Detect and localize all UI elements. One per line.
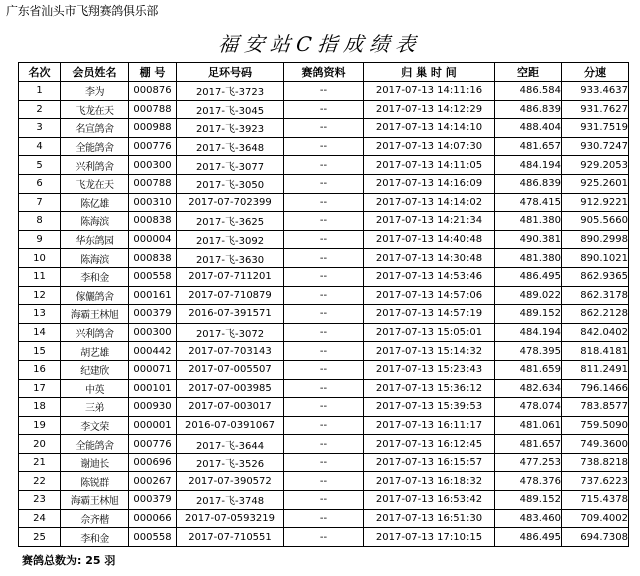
loft-number-cell: 000776 (129, 435, 177, 454)
distance-cell: 484.194 (495, 156, 562, 175)
rank-cell: 24 (19, 509, 61, 528)
loft-number-cell: 000004 (129, 230, 177, 249)
arrival-time-cell: 2017-07-13 14:14:10 (364, 119, 495, 138)
pigeon-info-cell: -- (284, 435, 364, 454)
arrival-time-cell: 2017-07-13 16:53:42 (364, 491, 495, 510)
rank-cell: 7 (19, 193, 61, 212)
arrival-time-cell: 2017-07-13 17:10:15 (364, 528, 495, 547)
ring-number-cell: 2017-飞-3045 (177, 100, 284, 119)
member-name-cell: 全能鸽舍 (61, 435, 129, 454)
pigeon-info-cell: -- (284, 491, 364, 510)
speed-cell: 890.1021 (562, 249, 629, 268)
loft-number-cell: 000379 (129, 491, 177, 510)
arrival-time-cell: 2017-07-13 14:57:19 (364, 305, 495, 324)
speed-cell: 931.7519 (562, 119, 629, 138)
ring-number-cell: 2017-飞-3077 (177, 156, 284, 175)
table-row (19, 416, 629, 435)
member-name-cell: 海霸王林旭 (61, 491, 129, 510)
loft-number-cell: 000066 (129, 509, 177, 528)
loft-number-cell: 000310 (129, 193, 177, 212)
distance-cell: 478.376 (495, 472, 562, 491)
col-header-speed: 分速 (562, 63, 629, 82)
member-name-cell: 名宣鸽舍 (61, 119, 129, 138)
rank-cell: 14 (19, 323, 61, 342)
member-name-cell: 陈亿雄 (61, 193, 129, 212)
ring-number-cell: 2017-07-710879 (177, 286, 284, 305)
distance-cell: 478.074 (495, 398, 562, 417)
table-row (19, 137, 629, 156)
arrival-time-cell: 2017-07-13 16:15:57 (364, 453, 495, 472)
loft-number-cell: 000442 (129, 342, 177, 361)
ring-number-cell: 2017-飞-3644 (177, 435, 284, 454)
distance-cell: 489.022 (495, 286, 562, 305)
pigeon-info-cell: -- (284, 267, 364, 286)
distance-cell: 488.404 (495, 119, 562, 138)
ring-number-cell: 2016-07-391571 (177, 305, 284, 324)
table-row (19, 528, 629, 547)
rank-cell: 21 (19, 453, 61, 472)
total-count: 赛鸽总数为: 25 羽 (22, 554, 116, 567)
pigeon-info-cell: -- (284, 342, 364, 361)
member-name-cell: 陈锐群 (61, 472, 129, 491)
rank-cell: 8 (19, 212, 61, 231)
speed-cell: 890.2998 (562, 230, 629, 249)
table-row (19, 305, 629, 324)
loft-number-cell: 000300 (129, 323, 177, 342)
table-row (19, 472, 629, 491)
distance-cell: 481.659 (495, 360, 562, 379)
speed-cell: 842.0402 (562, 323, 629, 342)
table-row (19, 379, 629, 398)
pigeon-info-cell: -- (284, 323, 364, 342)
pigeon-info-cell: -- (284, 119, 364, 138)
member-name-cell: 兴利鸽舍 (61, 323, 129, 342)
ring-number-cell: 2017-飞-3092 (177, 230, 284, 249)
rank-cell: 1 (19, 82, 61, 101)
rank-cell: 15 (19, 342, 61, 361)
distance-cell: 481.061 (495, 416, 562, 435)
table-row (19, 286, 629, 305)
pigeon-info-cell: -- (284, 360, 364, 379)
ring-number-cell: 2017-飞-3923 (177, 119, 284, 138)
distance-cell: 486.839 (495, 174, 562, 193)
col-header-arrival-time: 归 巢 时 间 (364, 63, 495, 82)
distance-cell: 481.657 (495, 137, 562, 156)
ring-number-cell: 2017-飞-3630 (177, 249, 284, 268)
speed-cell: 694.7308 (562, 528, 629, 547)
rank-cell: 5 (19, 156, 61, 175)
page-title: 福安站C指成绩表 (216, 32, 423, 56)
results-table (18, 62, 629, 547)
pigeon-info-cell: -- (284, 82, 364, 101)
distance-cell: 481.657 (495, 435, 562, 454)
ring-number-cell: 2016-07-0391067 (177, 416, 284, 435)
loft-number-cell: 000838 (129, 212, 177, 231)
table-row (19, 193, 629, 212)
rank-cell: 9 (19, 230, 61, 249)
arrival-time-cell: 2017-07-13 14:16:09 (364, 174, 495, 193)
distance-cell: 482.634 (495, 379, 562, 398)
pigeon-info-cell: -- (284, 156, 364, 175)
loft-number-cell: 000101 (129, 379, 177, 398)
distance-cell: 486.584 (495, 82, 562, 101)
speed-cell: 862.9365 (562, 267, 629, 286)
arrival-time-cell: 2017-07-13 15:36:12 (364, 379, 495, 398)
ring-number-cell: 2017-飞-3723 (177, 82, 284, 101)
ring-number-cell: 2017-飞-3648 (177, 137, 284, 156)
speed-cell: 783.8577 (562, 398, 629, 417)
speed-cell: 796.1466 (562, 379, 629, 398)
member-name-cell: 纪建欣 (61, 360, 129, 379)
ring-number-cell: 2017-07-710551 (177, 528, 284, 547)
loft-number-cell: 000071 (129, 360, 177, 379)
ring-number-cell: 2017-07-003017 (177, 398, 284, 417)
table-row (19, 453, 629, 472)
arrival-time-cell: 2017-07-13 14:40:48 (364, 230, 495, 249)
rank-cell: 13 (19, 305, 61, 324)
speed-cell: 759.5090 (562, 416, 629, 435)
loft-number-cell: 000558 (129, 528, 177, 547)
loft-number-cell: 000788 (129, 174, 177, 193)
loft-number-cell: 000788 (129, 100, 177, 119)
arrival-time-cell: 2017-07-13 15:23:43 (364, 360, 495, 379)
table-row (19, 82, 629, 101)
arrival-time-cell: 2017-07-13 16:18:32 (364, 472, 495, 491)
col-header-ring-number: 足环号码 (177, 63, 284, 82)
arrival-time-cell: 2017-07-13 16:12:45 (364, 435, 495, 454)
table-row (19, 174, 629, 193)
arrival-time-cell: 2017-07-13 14:57:06 (364, 286, 495, 305)
rank-cell: 6 (19, 174, 61, 193)
speed-cell: 930.7247 (562, 137, 629, 156)
member-name-cell: 陈海滨 (61, 212, 129, 231)
loft-number-cell: 000001 (129, 416, 177, 435)
ring-number-cell: 2017-飞-3748 (177, 491, 284, 510)
arrival-time-cell: 2017-07-13 16:51:30 (364, 509, 495, 528)
rank-cell: 10 (19, 249, 61, 268)
ring-number-cell: 2017-07-005507 (177, 360, 284, 379)
rank-cell: 16 (19, 360, 61, 379)
table-row (19, 119, 629, 138)
speed-cell: 709.4002 (562, 509, 629, 528)
table-row (19, 509, 629, 528)
table-row (19, 249, 629, 268)
arrival-time-cell: 2017-07-13 14:12:29 (364, 100, 495, 119)
ring-number-cell: 2017-飞-3050 (177, 174, 284, 193)
table-row (19, 491, 629, 510)
arrival-time-cell: 2017-07-13 16:11:17 (364, 416, 495, 435)
speed-cell: 912.9221 (562, 193, 629, 212)
loft-number-cell: 000379 (129, 305, 177, 324)
ring-number-cell: 2017-07-711201 (177, 267, 284, 286)
member-name-cell: 兴利鸽舍 (61, 156, 129, 175)
distance-cell: 489.152 (495, 491, 562, 510)
member-name-cell: 李和金 (61, 528, 129, 547)
distance-cell: 478.415 (495, 193, 562, 212)
arrival-time-cell: 2017-07-13 14:30:48 (364, 249, 495, 268)
pigeon-info-cell: -- (284, 174, 364, 193)
loft-number-cell: 000696 (129, 453, 177, 472)
speed-cell: 862.2128 (562, 305, 629, 324)
table-row (19, 398, 629, 417)
distance-cell: 481.380 (495, 249, 562, 268)
table-row (19, 100, 629, 119)
rank-cell: 4 (19, 137, 61, 156)
loft-number-cell: 000988 (129, 119, 177, 138)
pigeon-info-cell: -- (284, 305, 364, 324)
pigeon-info-cell: -- (284, 528, 364, 547)
ring-number-cell: 2017-07-703143 (177, 342, 284, 361)
member-name-cell: 李为 (61, 82, 129, 101)
ring-number-cell: 2017-07-0593219 (177, 509, 284, 528)
distance-cell: 481.380 (495, 212, 562, 231)
rank-cell: 25 (19, 528, 61, 547)
rank-cell: 20 (19, 435, 61, 454)
pigeon-info-cell: -- (284, 453, 364, 472)
distance-cell: 486.839 (495, 100, 562, 119)
pigeon-info-cell: -- (284, 212, 364, 231)
speed-cell: 715.4378 (562, 491, 629, 510)
table-row (19, 323, 629, 342)
arrival-time-cell: 2017-07-13 14:53:46 (364, 267, 495, 286)
col-header-rank: 名次 (19, 63, 61, 82)
table-row (19, 156, 629, 175)
col-header-loft-number: 棚 号 (129, 63, 177, 82)
table-row (19, 267, 629, 286)
member-name-cell: 飞龙在天 (61, 174, 129, 193)
ring-number-cell: 2017-07-390572 (177, 472, 284, 491)
arrival-time-cell: 2017-07-13 14:21:34 (364, 212, 495, 231)
member-name-cell: 胡艺雄 (61, 342, 129, 361)
pigeon-info-cell: -- (284, 137, 364, 156)
header-row (19, 63, 629, 82)
pigeon-info-cell: -- (284, 100, 364, 119)
speed-cell: 737.6223 (562, 472, 629, 491)
loft-number-cell: 000161 (129, 286, 177, 305)
table-row (19, 212, 629, 231)
pigeon-info-cell: -- (284, 379, 364, 398)
loft-number-cell: 000838 (129, 249, 177, 268)
member-name-cell: 中英 (61, 379, 129, 398)
loft-number-cell: 000930 (129, 398, 177, 417)
pigeon-info-cell: -- (284, 509, 364, 528)
speed-cell: 738.8218 (562, 453, 629, 472)
distance-cell: 490.381 (495, 230, 562, 249)
arrival-time-cell: 2017-07-13 14:07:30 (364, 137, 495, 156)
speed-cell: 929.2053 (562, 156, 629, 175)
speed-cell: 862.3178 (562, 286, 629, 305)
distance-cell: 486.495 (495, 528, 562, 547)
loft-number-cell: 000300 (129, 156, 177, 175)
rank-cell: 17 (19, 379, 61, 398)
arrival-time-cell: 2017-07-13 15:14:32 (364, 342, 495, 361)
loft-number-cell: 000558 (129, 267, 177, 286)
speed-cell: 905.5660 (562, 212, 629, 231)
speed-cell: 931.7627 (562, 100, 629, 119)
table-row (19, 342, 629, 361)
arrival-time-cell: 2017-07-13 14:14:02 (364, 193, 495, 212)
member-name-cell: 李文荣 (61, 416, 129, 435)
rank-cell: 2 (19, 100, 61, 119)
member-name-cell: 飞龙在天 (61, 100, 129, 119)
speed-cell: 818.4181 (562, 342, 629, 361)
distance-cell: 483.460 (495, 509, 562, 528)
ring-number-cell: 2017-飞-3072 (177, 323, 284, 342)
ring-number-cell: 2017-07-003985 (177, 379, 284, 398)
member-name-cell: 傢儷鸽舍 (61, 286, 129, 305)
table-row (19, 360, 629, 379)
rank-cell: 19 (19, 416, 61, 435)
arrival-time-cell: 2017-07-13 14:11:05 (364, 156, 495, 175)
pigeon-info-cell: -- (284, 472, 364, 491)
pigeon-info-cell: -- (284, 230, 364, 249)
rank-cell: 22 (19, 472, 61, 491)
ring-number-cell: 2017-飞-3526 (177, 453, 284, 472)
member-name-cell: 谢迪长 (61, 453, 129, 472)
member-name-cell: 佘齐楷 (61, 509, 129, 528)
arrival-time-cell: 2017-07-13 15:05:01 (364, 323, 495, 342)
member-name-cell: 华东鸽园 (61, 230, 129, 249)
distance-cell: 484.194 (495, 323, 562, 342)
pigeon-info-cell: -- (284, 249, 364, 268)
pigeon-info-cell: -- (284, 193, 364, 212)
col-header-member-name: 会员姓名 (61, 63, 129, 82)
distance-cell: 478.395 (495, 342, 562, 361)
speed-cell: 749.3600 (562, 435, 629, 454)
col-header-pigeon-info: 赛鸽资料 (284, 63, 364, 82)
distance-cell: 486.495 (495, 267, 562, 286)
loft-number-cell: 000267 (129, 472, 177, 491)
arrival-time-cell: 2017-07-13 15:39:53 (364, 398, 495, 417)
pigeon-info-cell: -- (284, 416, 364, 435)
rank-cell: 11 (19, 267, 61, 286)
speed-cell: 811.2491 (562, 360, 629, 379)
ring-number-cell: 2017-07-702399 (177, 193, 284, 212)
club-name: 广东省汕头市飞翔赛鸽俱乐部 (6, 4, 159, 18)
col-header-distance: 空距 (495, 63, 562, 82)
ring-number-cell: 2017-飞-3625 (177, 212, 284, 231)
member-name-cell: 全能鸽舍 (61, 137, 129, 156)
member-name-cell: 三弟 (61, 398, 129, 417)
rank-cell: 12 (19, 286, 61, 305)
pigeon-info-cell: -- (284, 286, 364, 305)
rank-cell: 3 (19, 119, 61, 138)
arrival-time-cell: 2017-07-13 14:11:16 (364, 82, 495, 101)
table-row (19, 435, 629, 454)
distance-cell: 489.152 (495, 305, 562, 324)
member-name-cell: 李和金 (61, 267, 129, 286)
pigeon-info-cell: -- (284, 398, 364, 417)
member-name-cell: 陈海滨 (61, 249, 129, 268)
rank-cell: 18 (19, 398, 61, 417)
rank-cell: 23 (19, 491, 61, 510)
loft-number-cell: 000776 (129, 137, 177, 156)
speed-cell: 933.4637 (562, 82, 629, 101)
member-name-cell: 海霸王林旭 (61, 305, 129, 324)
loft-number-cell: 000876 (129, 82, 177, 101)
speed-cell: 925.2601 (562, 174, 629, 193)
distance-cell: 477.253 (495, 453, 562, 472)
table-row (19, 230, 629, 249)
